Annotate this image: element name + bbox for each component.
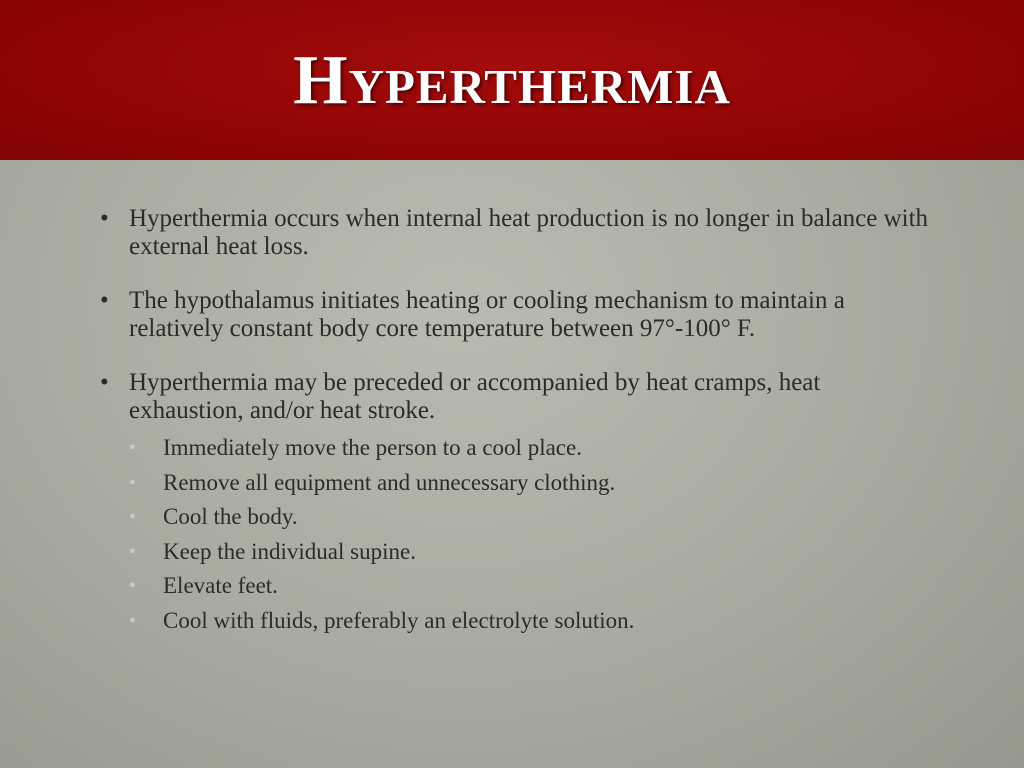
sub-bullet-text: Elevate feet. (163, 573, 278, 598)
bullet-glyph: • (100, 369, 109, 396)
sub-bullet-list (100, 431, 940, 638)
sub-bullet-glyph: • (129, 540, 137, 563)
sub-bullet-item (100, 466, 940, 501)
sub-bullet-text: Cool the body. (163, 504, 298, 529)
bullet-item (100, 369, 940, 425)
sub-bullet-item (100, 500, 940, 535)
sub-bullet-item (100, 535, 940, 570)
slide-content (100, 205, 940, 638)
sub-bullet-glyph: • (129, 437, 137, 459)
bullet-text: The hypothalamus initiates heating or cooling mechanism to maintain a relatively constant body core temperature between 97°-100° F. (129, 287, 845, 342)
sub-bullet-glyph: • (129, 609, 137, 632)
sub-bullet-glyph: • (129, 471, 137, 494)
slide-title: Hyperthermia (293, 42, 731, 119)
bullet-text: Hyperthermia occurs when internal heat production is no longer in balance with external heat loss. (129, 205, 929, 260)
bullet-item (100, 205, 940, 261)
sub-bullet-text: Keep the individual supine. (163, 538, 416, 564)
sub-bullet-item (100, 604, 940, 639)
sub-bullet-glyph: • (129, 506, 137, 528)
sub-bullet-glyph: • (129, 575, 137, 597)
sub-bullet-text: Immediately move the person to a cool place. (163, 435, 582, 460)
bullet-text: Hyperthermia may be preceded or accompanied by heat cramps, heat exhaustion, and/or heat stroke. (129, 369, 821, 424)
sub-bullet-text: Cool with fluids, preferably an electrolyte solution. (163, 607, 635, 633)
sub-bullet-item (100, 431, 940, 466)
bullet-item (100, 287, 940, 343)
bullet-glyph: • (100, 287, 109, 314)
sub-bullet-item (100, 569, 940, 604)
title-band (0, 0, 1024, 160)
bullet-glyph: • (100, 205, 109, 232)
sub-bullet-text: Remove all equipment and unnecessary clothing. (163, 469, 616, 495)
